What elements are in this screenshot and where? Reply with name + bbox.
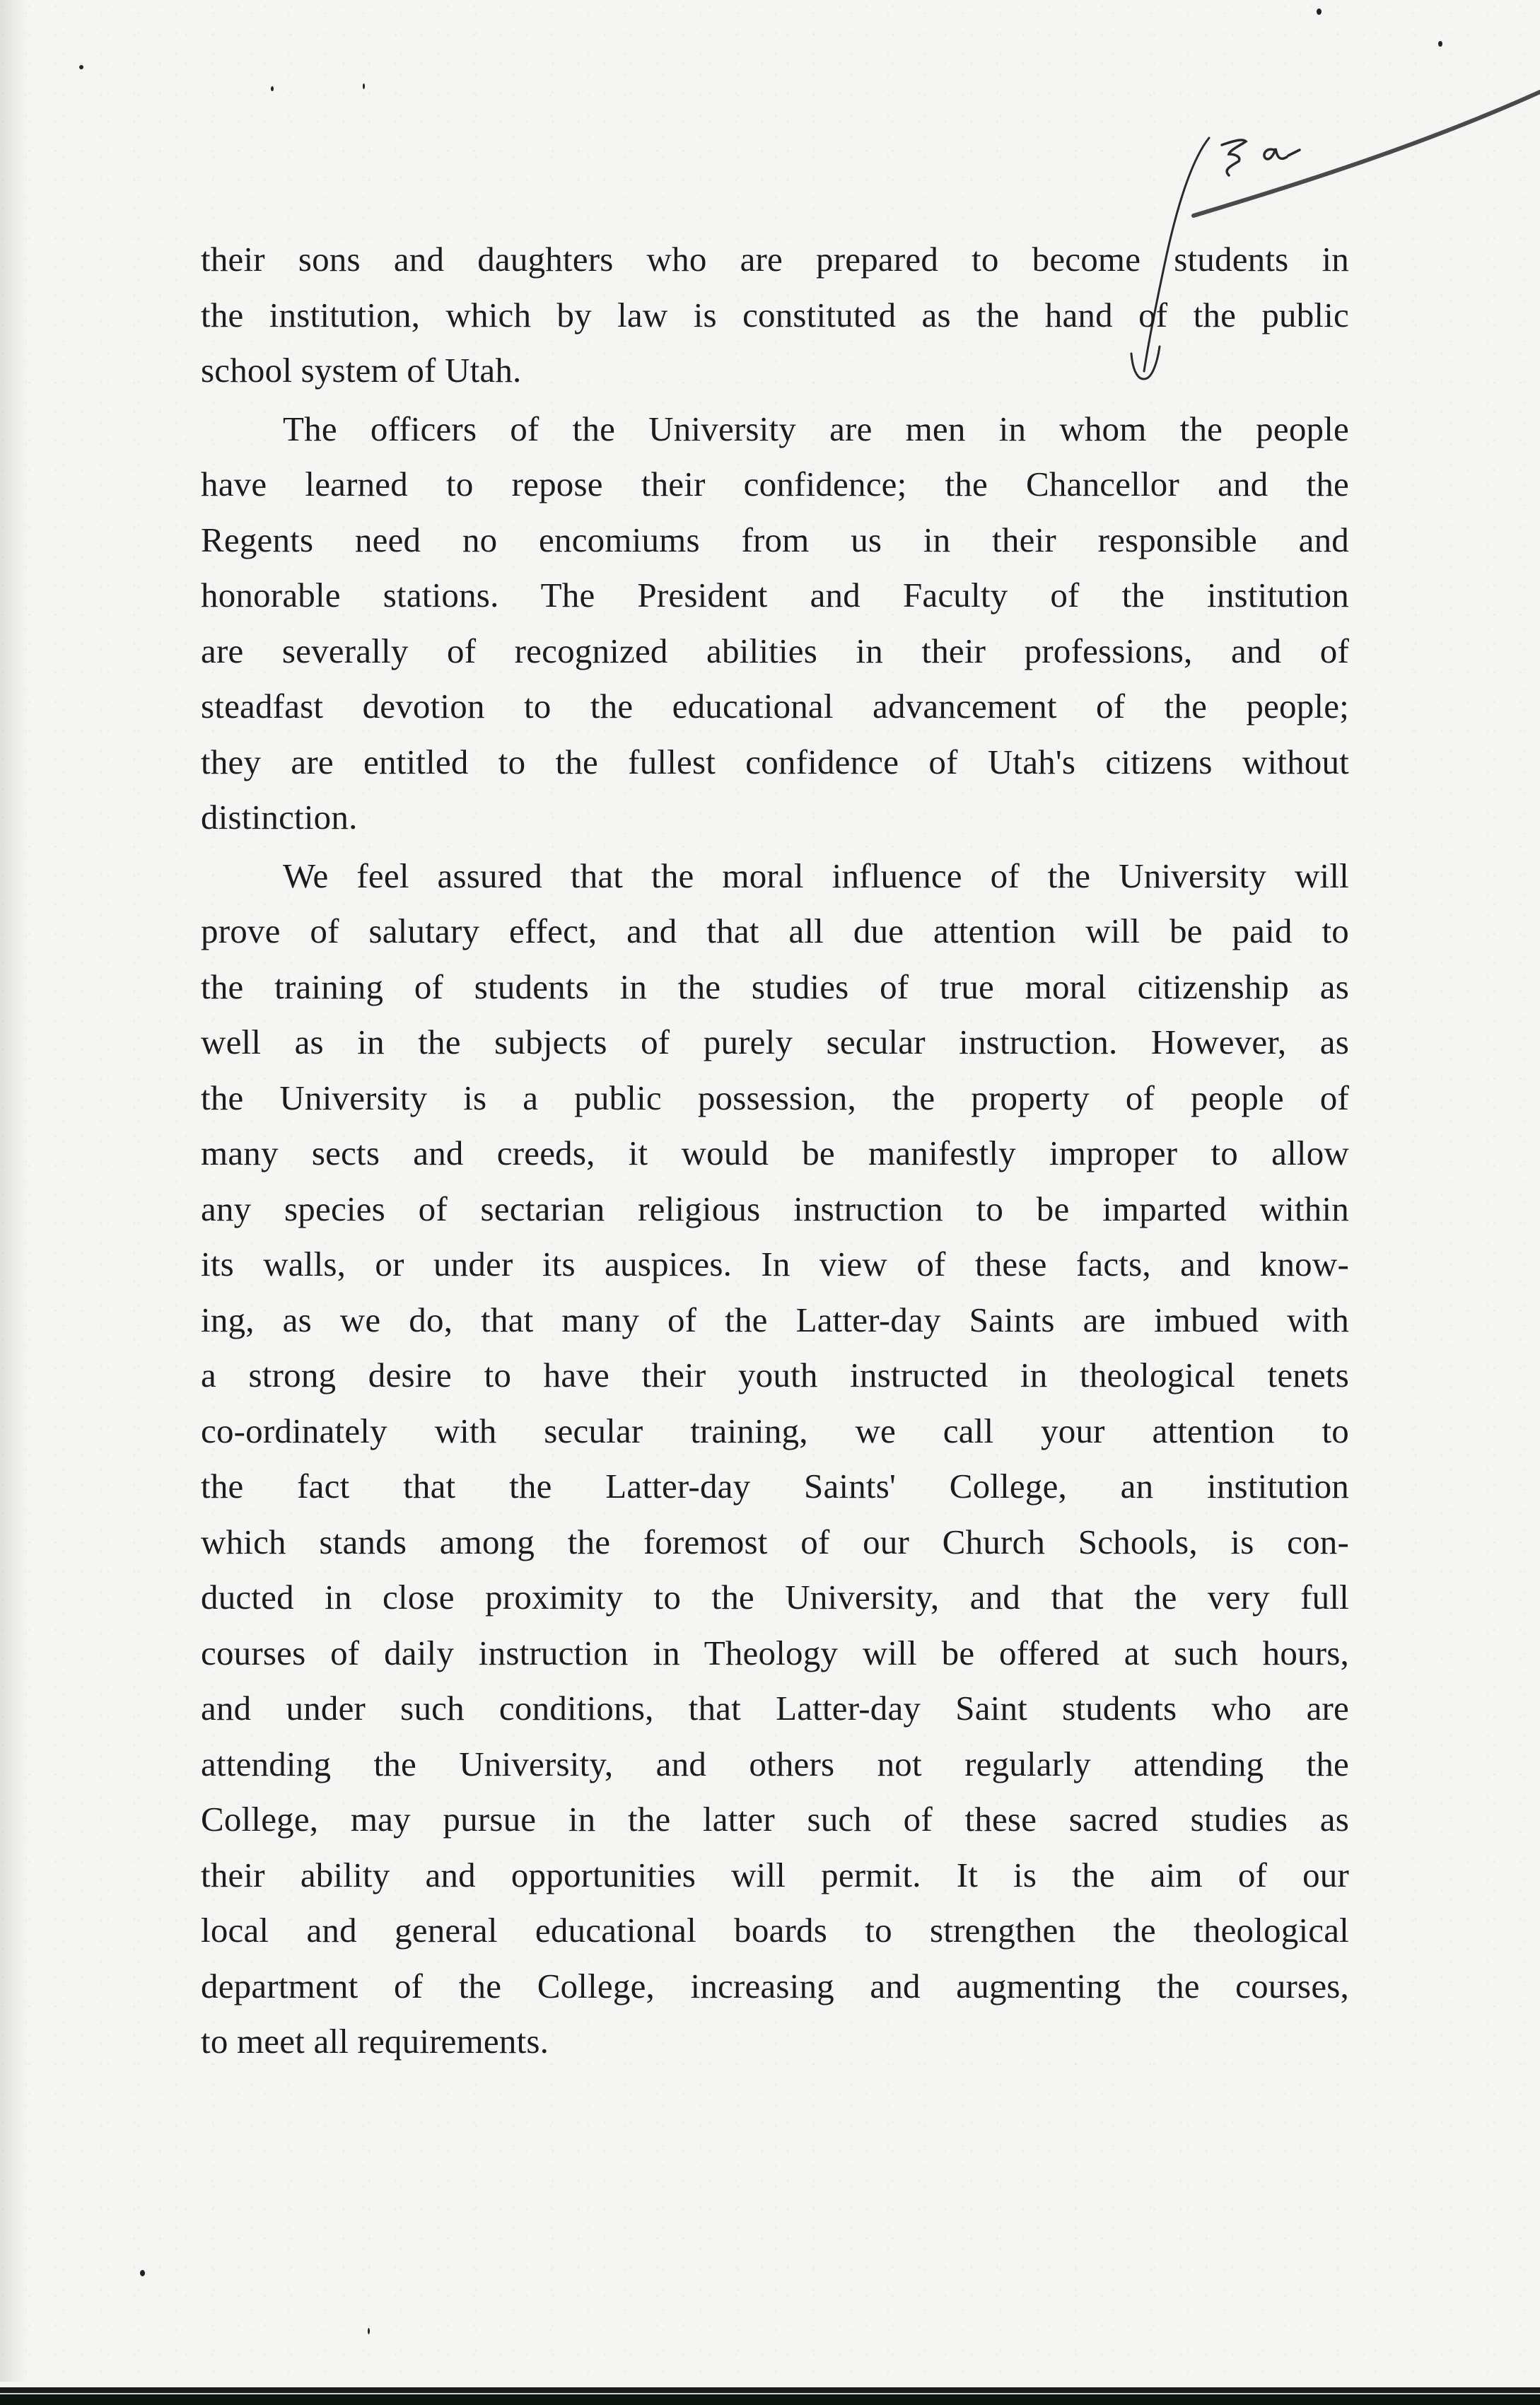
text-line: steadfast devotion to the educational advancement of the people; — [201, 687, 1349, 726]
text-line: are severally of recognized abilities in their professions, and of — [201, 631, 1349, 670]
text-line: ducted in close proximity to the University, and that the very full — [201, 1578, 1349, 1617]
scan-speck — [363, 83, 365, 89]
scan-speck — [368, 2328, 370, 2334]
text-line: well as in the subjects of purely secular instruction. However, as — [201, 1023, 1349, 1061]
text-line: local and general educational boards to strengthen the theological — [201, 1911, 1349, 1950]
scan-edge-shadow — [0, 0, 28, 2382]
text-line: the institution, which by law is constituted as the hand of the public — [201, 295, 1349, 334]
text-line: courses of daily instruction in Theology will be offered at such hours, — [201, 1633, 1349, 1672]
text-line: the University is a public possession, the property of people of — [201, 1078, 1349, 1117]
text-line: they are entitled to the fullest confidence of Utah's citizens without — [201, 742, 1349, 781]
scan-speck — [140, 2270, 145, 2276]
text-line: a strong desire to have their youth instructed in theological tenets — [201, 1356, 1349, 1394]
text-line: school system of Utah. — [201, 351, 522, 390]
scan-speck — [1438, 41, 1442, 47]
paragraph-1 — [201, 232, 1349, 399]
paragraph-3 — [201, 849, 1349, 2070]
scan-bottom-edge — [0, 2387, 1540, 2405]
text-line: have learned to repose their confidence; the Chancellor and the — [201, 465, 1349, 503]
text-line: their ability and opportunities will permit. It is the aim of our — [201, 1855, 1349, 1894]
text-line: its walls, or under its auspices. In view of these facts, and know- — [201, 1245, 1349, 1283]
scan-speck — [1317, 8, 1322, 15]
text-line: the fact that the Latter-day Saints' College, an institution — [201, 1467, 1349, 1506]
paragraph-2 — [201, 402, 1349, 846]
text-line: their sons and daughters who are prepared to become students in — [201, 240, 1349, 279]
text-line: College, may pursue in the latter such of these sacred studies as — [201, 1800, 1349, 1839]
text-line: distinction. — [201, 798, 358, 837]
scan-speck — [79, 65, 83, 69]
text-line: co-ordinately with secular training, we call your attention to — [201, 1411, 1349, 1450]
document-body — [201, 232, 1349, 2073]
text-line: honorable stations. The President and Faculty of the institution — [201, 576, 1349, 615]
text-line: ing, as we do, that many of the Latter-day Saints are imbued with — [201, 1300, 1349, 1339]
text-line: many sects and creeds, it would be manifestly improper to allow — [201, 1134, 1349, 1172]
text-line: attending the University, and others not regularly attending the — [201, 1744, 1349, 1783]
text-line: We feel assured that the moral influence of the University will — [283, 856, 1349, 895]
text-line: The officers of the University are men in whom the people — [283, 409, 1349, 448]
text-line: the training of students in the studies of true moral citizenship as — [201, 967, 1349, 1006]
scan-speck — [271, 86, 274, 91]
text-line: any species of sectarian religious instruction to be imparted within — [201, 1189, 1349, 1228]
text-line: and under such conditions, that Latter-day Saint students who are — [201, 1689, 1349, 1728]
handwritten-initials — [1222, 140, 1300, 175]
text-line: department of the College, increasing and augmenting the courses, — [201, 1966, 1349, 2005]
text-line: prove of salutary effect, and that all due attention will be paid to — [201, 912, 1349, 950]
text-line: Regents need no encomiums from us in their responsible and — [201, 520, 1349, 559]
text-line: which stands among the foremost of our Church Schools, is con- — [201, 1522, 1349, 1561]
text-line: to meet all requirements. — [201, 2022, 549, 2061]
